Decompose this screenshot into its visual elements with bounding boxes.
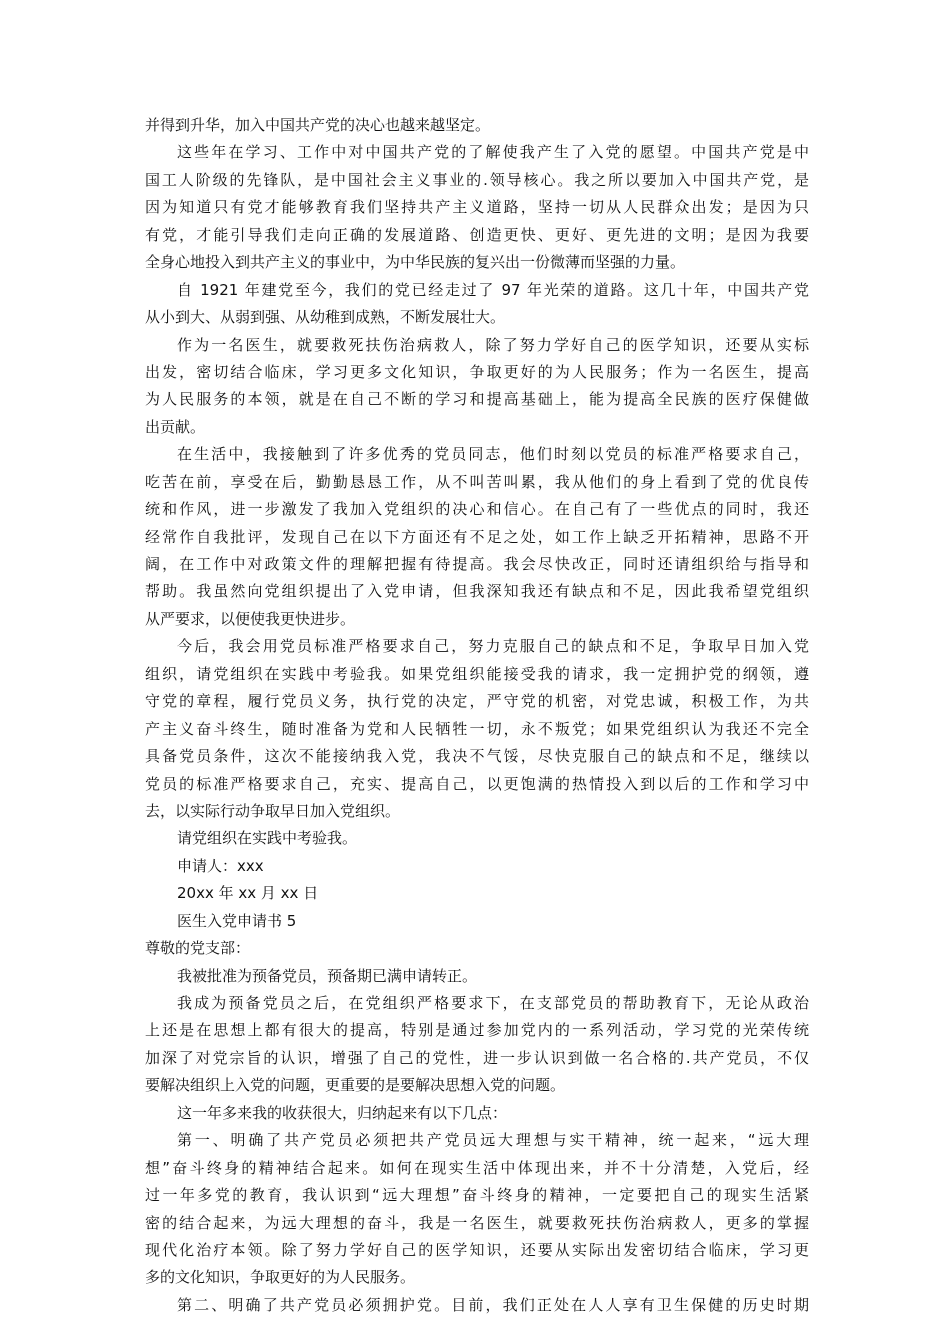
text-line: 经常作自我批评，发现自己在以下方面还有不足之处，如工作上缺乏开拓精神，思路不开 bbox=[145, 527, 809, 546]
text-line: 守党的章程，履行党员义务，执行党的决定，严守党的机密，对党忠诚，积极工作，为共 bbox=[145, 692, 809, 711]
text-line: 医生入党申请书 5 bbox=[177, 911, 297, 930]
text-line: 自 1921 年建党至今，我们的党已经走过了 97 年光荣的道路。这几十年，中国共产党 bbox=[177, 280, 809, 299]
text-line: 20xx 年 xx 月 xx 日 bbox=[177, 884, 319, 903]
text-line: 密的结合起来，为远大理想的奋斗，我是一名医生，就要救死扶伤治病救人，更多的掌握 bbox=[145, 1213, 809, 1232]
text-line: 从小到大、从弱到强、从幼稚到成熟，不断发展壮大。 bbox=[145, 308, 506, 327]
text-line: 全身心地投入到共产主义的事业中，为中华民族的复兴出一份微薄而坚强的力量。 bbox=[145, 253, 686, 272]
text-line: 具备党员条件，这次不能接纳我入党，我决不气馁，尽快克服自己的缺点和不足，继续以 bbox=[145, 747, 809, 766]
text-line: 我被批准为预备党员，预备期已满申请转正。 bbox=[177, 966, 478, 985]
text-line: 过一年多党的教育，我认识到“远大理想”奋斗终身的精神，一定要把自己的现实生活紧 bbox=[145, 1186, 809, 1205]
text-line: 党员的标准严格要求自己，充实、提高自己，以更饱满的热情投入到以后的工作和学习中 bbox=[145, 774, 809, 793]
text-line: 因为知道只有党才能够教育我们坚持共产主义道路，坚持一切从人民群众出发；是因为只 bbox=[145, 198, 809, 217]
text-line: 多的文化知识，争取更好的为人民服务。 bbox=[145, 1268, 416, 1287]
text-line: 从严要求，以便使我更快进步。 bbox=[145, 609, 356, 628]
text-line: 今后，我会用党员标准严格要求自己，努力克服自己的缺点和不足，争取早日加入党 bbox=[177, 637, 809, 656]
text-line: 尊敬的党支部： bbox=[145, 939, 251, 958]
text-line: 去，以实际行动争取早日加入党组织。 bbox=[145, 801, 401, 820]
text-line: 国工人阶级的先锋队，是中国社会主义事业的.领导核心。我之所以要加入中国共产党，是 bbox=[145, 170, 809, 189]
text-line: 作为一名医生，就要救死扶伤治病救人，除了努力学好自己的医学知识，还要从实标 bbox=[177, 335, 809, 354]
text-line: 想”奋斗终身的精神结合起来。如何在现实生活中体现出来，并不十分清楚，入党后，经 bbox=[145, 1158, 809, 1177]
text-line: 第一、明确了共产党员必须把共产党员远大理想与实干精神，统一起来，“远大理 bbox=[177, 1131, 809, 1150]
text-line: 出发，密切结合临床，学习更多文化知识，争取更好的为人民服务；作为一名医生，提高 bbox=[145, 362, 809, 381]
text-line: 产主义奋斗终生，随时准备为党和人民牺牲一切，永不叛党；如果党组织认为我还不完全 bbox=[145, 719, 809, 738]
text-line: 请党组织在实践中考验我。 bbox=[177, 829, 358, 848]
text-line: 第二、明确了共产党员必须拥护党。目前，我们正处在人人享有卫生保健的历史时期 bbox=[177, 1295, 809, 1314]
text-line: 申请人：xxx bbox=[177, 856, 264, 875]
text-line: 吃苦在前，享受在后，勤勤恳恳工作，从不叫苦叫累，我从他们的身上看到了党的优良传 bbox=[145, 472, 809, 491]
text-line: 在生活中，我接触到了许多优秀的党员同志，他们时刻以党员的标准严格要求自己， bbox=[177, 445, 809, 464]
text-line: 现代化治疗本领。除了努力学好自己的医学知识，还要从实际出发密切结合临床，学习更 bbox=[145, 1240, 809, 1259]
text-line: 这一年多来我的收获很大，归纳起来有以下几点： bbox=[177, 1103, 508, 1122]
text-line: 为人民服务的本领，就是在自己不断的学习和提高基础上，能为提高全民族的医疗保健做 bbox=[145, 390, 809, 409]
text-line: 出贡献。 bbox=[145, 417, 206, 436]
text-line: 有党，才能引导我们走向正确的发展道路、创造更快、更好、更先进的文明；是因为我要 bbox=[145, 225, 809, 244]
text-line: 组织，请党组织在实践中考验我。如果党组织能接受我的请求，我一定拥护党的纲领，遵 bbox=[145, 664, 809, 683]
text-line: 这些年在学习、工作中对中国共产党的了解使我产生了入党的愿望。中国共产党是中 bbox=[177, 143, 809, 162]
text-line: 要解决组织上入党的问题，更重要的是要解决思想入党的问题。 bbox=[145, 1076, 566, 1095]
text-line: 并得到升华，加入中国共产党的决心也越来越坚定。 bbox=[145, 116, 491, 134]
text-line: 我成为预备党员之后，在党组织严格要求下，在支部党员的帮助教育下，无论从政治 bbox=[177, 994, 809, 1012]
document-page bbox=[145, 112, 809, 1319]
text-line: 上还是在思想上都有很大的提高，特别是通过参加党内的一系列活动，学习党的光荣传统 bbox=[145, 1021, 809, 1040]
text-line: 帮助。我虽然向党组织提出了入党申请，但我深知我还有缺点和不足，因此我希望党组织 bbox=[145, 582, 809, 601]
text-line: 阔，在工作中对政策文件的理解把握有待提高。我会尽快改正，同时还请组织给与指导和 bbox=[145, 555, 809, 573]
text-line: 统和作风，进一步激发了我加入党组织的决心和信心。在自己有了一些优点的同时，我还 bbox=[145, 500, 809, 519]
text-line: 加深了对党宗旨的认识，增强了自己的党性，进一步认识到做一名合格的.共产党员，不仅 bbox=[145, 1048, 809, 1067]
